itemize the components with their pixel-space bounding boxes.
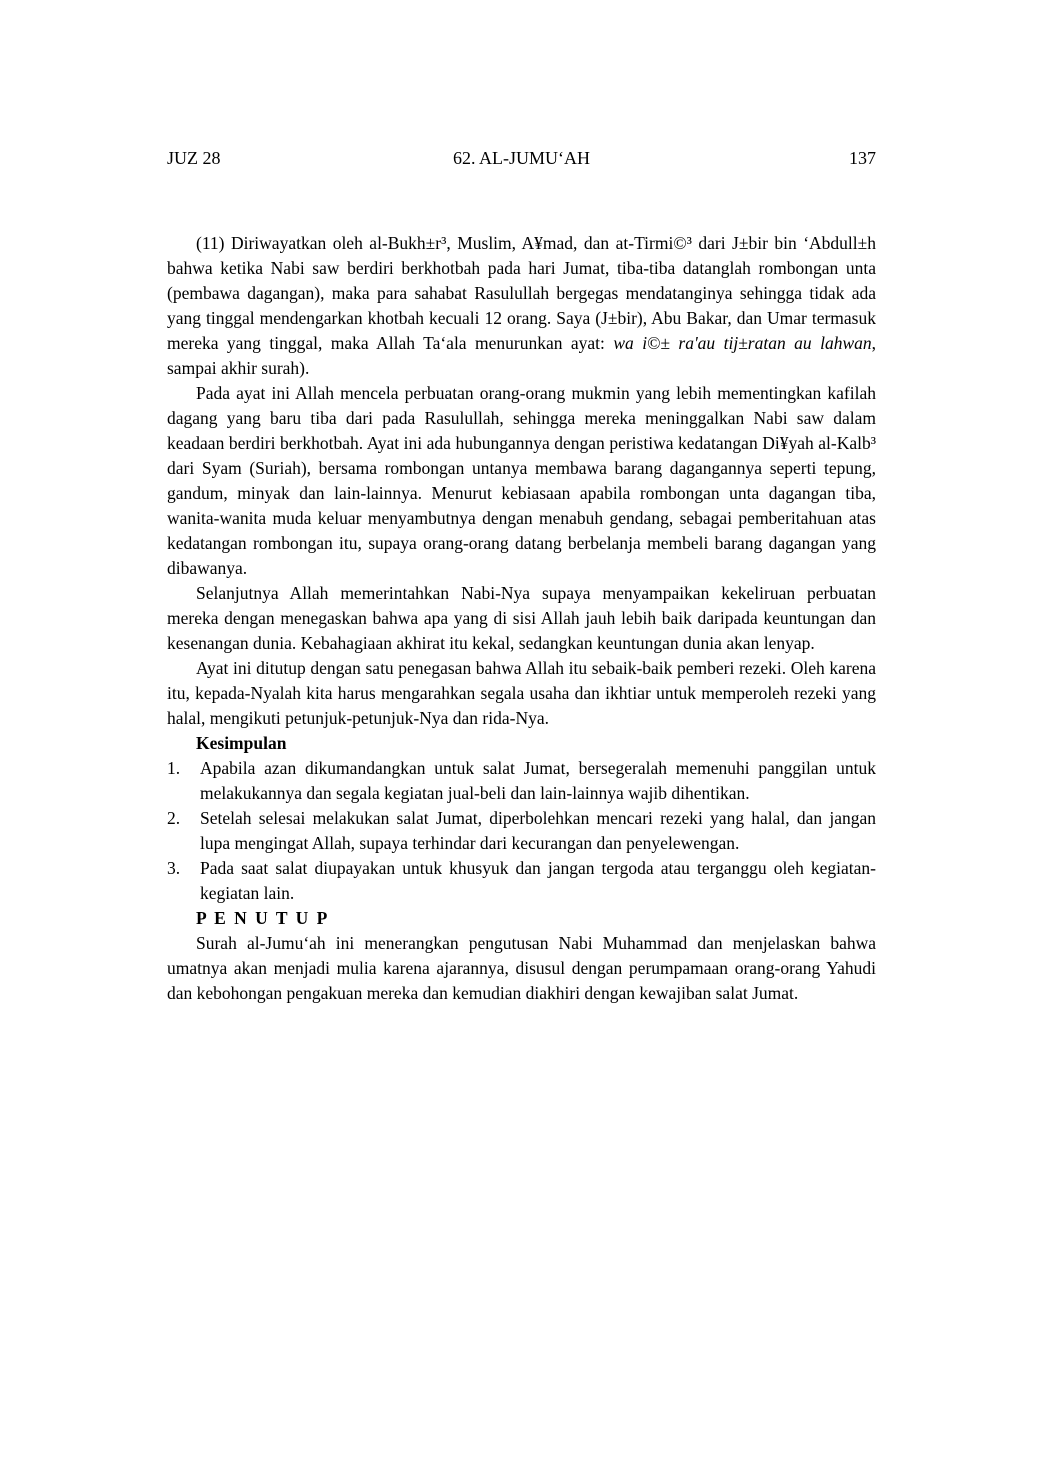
quran-quote-italic: wa i©± ra'au tij±ratan au lahwan xyxy=(613,333,872,353)
page-body xyxy=(167,231,876,1006)
list-item-number: 2. xyxy=(167,808,181,828)
list-item-text: Pada saat salat diupayakan untuk khusyuk dan jangan tergoda atau terganggu oleh kegiatan-kegiatan lain. xyxy=(200,858,876,903)
list-item-text: Apabila azan dikumandangkan untuk salat Jumat, bersegeralah memenuhi panggilan untuk melakukannya dan segala kegiatan jual-beli dan lain-lainnya wajib dihentikan. xyxy=(200,758,876,803)
header-surah-title: 62. AL-JUMU‘AH xyxy=(453,148,590,168)
header-juz-label: JUZ 28 xyxy=(167,148,221,168)
list-item xyxy=(167,806,876,856)
page-number: 137 xyxy=(849,148,876,168)
paragraph-tafsir-3: Ayat ini ditutup dengan satu penegasan bahwa Allah itu sebaik-baik pemberi rezeki. Oleh karena itu, kepada-Nyalah kita harus mengarahkan segala usaha dan ikhtiar untuk memperoleh rezeki yang halal, mengikuti petunjuk-petunjuk-Nya dan rida-Nya. xyxy=(167,658,876,728)
kesimpulan-heading: Kesimpulan xyxy=(196,733,287,753)
page-header xyxy=(167,146,876,171)
paragraph-hadith-text-after: , sampai akhir surah). xyxy=(167,333,876,378)
list-item xyxy=(167,756,876,806)
paragraph-hadith-text-before: (11) Diriwayatkan oleh al-Bukh±r³, Muslim, A¥mad, dan at-Tirmi©³ dari J±bir bin ‘Abdull±h bahwa ketika Nabi saw berdiri berkhotbah pada hari Jumat, tiba-tiba datanglah rombongan unta (pembawa dagangan), maka para sahabat Rasulullah bergegas mendatanginya sehingga tidak ada yang tinggal mendengarkan khotbah kecuali 12 orang. Saya (J±bir), Abu Bakar, dan Umar termasuk mereka yang tinggal, maka Allah Ta‘ala menurunkan ayat: xyxy=(167,233,876,353)
list-item xyxy=(167,856,876,906)
list-item-number: 1. xyxy=(167,758,181,778)
paragraph-hadith xyxy=(167,231,876,381)
penutup-heading: P E N U T U P xyxy=(196,908,330,928)
paragraph-penutup: Surah al-Jumu‘ah ini menerangkan pengutusan Nabi Muhammad dan menjelaskan bahwa umatnya akan menjadi mulia karena ajarannya, disusul dengan perumpamaan orang-orang Yahudi dan kebohongan pengakuan mereka dan kemudian diakhiri dengan kewajiban salat Jumat. xyxy=(167,933,876,1003)
list-item-number: 3. xyxy=(167,858,181,878)
paragraph-tafsir-2: Selanjutnya Allah memerintahkan Nabi-Nya supaya menyampaikan kekeliruan perbuatan mereka dengan menegaskan bahwa apa yang di sisi Allah jauh lebih baik daripada keuntungan dan kesenangan dunia. Kebahagiaan akhirat itu kekal, sedangkan keuntungan dunia akan lenyap. xyxy=(167,583,876,653)
list-item-text: Setelah selesai melakukan salat Jumat, diperbolehkan mencari rezeki yang halal, dan jangan lupa mengingat Allah, supaya terhindar dari kecurangan dan penyelewengan. xyxy=(200,808,876,853)
kesimpulan-list xyxy=(167,756,876,906)
paragraph-tafsir-1: Pada ayat ini Allah mencela perbuatan orang-orang mukmin yang lebih mementingkan kafilah dagang yang baru tiba dari pada Rasulullah, sehingga mereka meninggalkan Nabi saw dalam keadaan berdiri berkhotbah. Ayat ini ada hubungannya dengan peristiwa kedatangan Di¥yah al-Kalb³ dari Syam (Suriah), bersama rombongan untanya membawa barang dagangannya seperti tepung, gandum, minyak dan lain-lainnya. Menurut kebiasaan apabila rombongan unta dagangan tiba, wanita-wanita muda keluar menyambutnya dengan menabuh gendang, sebagai pemberitahuan atas kedatangan rombongan itu, supaya orang-orang datang berbelanja membeli barang dagangan yang dibawanya. xyxy=(167,383,876,578)
